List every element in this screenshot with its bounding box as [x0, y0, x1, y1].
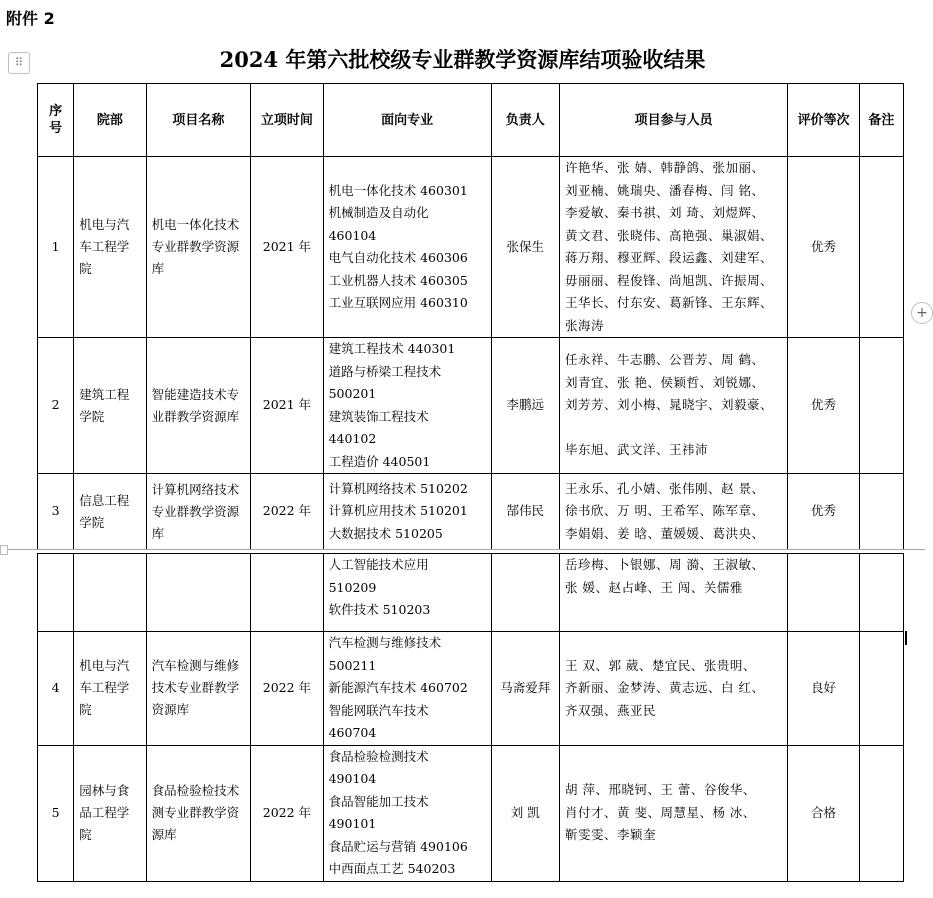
row-majors [323, 157, 491, 338]
header-staff: 项目参与人员 [559, 84, 787, 157]
page-break-marker [0, 545, 8, 555]
text-cursor [905, 631, 907, 645]
major-item: 道路与桥梁工程技术 [328, 363, 442, 379]
major-item: 人工智能技术应用 [328, 557, 429, 572]
staff-line: 齐新丽、金梦涛、黄志远、白 红、 [564, 680, 765, 695]
row-grade: 优秀 [788, 338, 859, 474]
staff-line: 王永乐、孔小婧、张伟刚、赵 景、 [564, 480, 765, 496]
staff-line: 黄文君、张晓伟、高艳强、巢淑娟、 [564, 227, 773, 243]
row-college: 机电与汽车工程学院 [74, 632, 146, 746]
row-leader: 张保生 [491, 157, 559, 338]
major-item: 440102 [328, 431, 377, 446]
staff-line: 齐双强、燕亚民 [564, 702, 656, 718]
row-grade: 优秀 [788, 157, 859, 338]
row-project: 机电一体化技术专业群教学资源库 [146, 157, 251, 338]
row-year [251, 554, 323, 632]
staff-line: 李娟娟、姜 晗、董媛媛、葛洪央、 [564, 525, 765, 541]
table-row [38, 474, 904, 550]
header-leader: 负责人 [491, 84, 559, 157]
row-staff [559, 474, 787, 550]
major-item: 490101 [328, 816, 377, 831]
staff-line: 张 媛、赵占峰、王 闯、关儒雅 [564, 579, 743, 595]
add-column-button[interactable]: + [911, 302, 933, 324]
row-note [859, 745, 903, 881]
header-note: 备注 [859, 84, 903, 157]
major-item: 汽车检测与维修技术 [328, 635, 442, 650]
row-college [74, 554, 146, 632]
header-college: 院部 [74, 84, 146, 157]
major-item: 食品检验检测技术 [328, 748, 429, 764]
table-row [38, 632, 904, 746]
major-item: 工业机器人技术 460305 [328, 272, 468, 288]
header-row [38, 84, 904, 157]
row-leader [491, 554, 559, 632]
staff-line: 刘亚楠、姚瑞央、潘春梅、闫 铭、 [564, 182, 765, 198]
row-staff [559, 157, 787, 338]
staff-line: 刘芳芳、刘小梅、晁晓宇、刘毅豪、 [564, 397, 773, 413]
attachment-label: 附件 2 [6, 9, 55, 28]
major-item: 建筑工程技术 440301 [328, 341, 456, 356]
row-grade [788, 554, 859, 632]
major-item: 食品贮运与营销 490106 [328, 838, 468, 854]
results-table-page2 [37, 553, 904, 882]
major-item: 工程造价 440501 [328, 453, 431, 469]
header-majors: 面向专业 [323, 84, 491, 157]
row-grade: 合格 [788, 745, 859, 881]
staff-line: 王华长、付东安、葛新锋、王东辉、 [564, 295, 773, 310]
staff-line: 岳珍梅、卜银娜、周 漪、王淑敏、 [564, 557, 765, 572]
row-college: 信息工程学院 [74, 474, 146, 550]
row-index: 5 [38, 745, 74, 881]
results-table-page1 [37, 83, 904, 550]
staff-line: 蒋万翔、穆亚辉、段运鑫、刘建军、 [564, 250, 773, 265]
major-item: 机电一体化技术 460301 [328, 182, 468, 198]
major-item: 新能源汽车技术 460702 [328, 680, 468, 695]
row-majors [323, 632, 491, 746]
staff-line: 许艳华、张 婧、韩静鸽、张加丽、 [564, 160, 765, 175]
row-project: 计算机网络技术专业群教学资源库 [146, 474, 251, 550]
page-break-line [0, 549, 925, 550]
major-item: 500201 [328, 386, 377, 401]
row-leader: 郜伟民 [491, 474, 559, 550]
major-item: 中西面点工艺 540203 [328, 861, 456, 876]
row-index: 3 [38, 474, 74, 550]
staff-line: 毋丽丽、程俊锋、尚旭凯、许振周、 [564, 272, 773, 288]
row-leader: 刘 凯 [491, 745, 559, 881]
major-item: 工业互联网应用 460310 [328, 295, 468, 310]
row-note [859, 632, 903, 746]
row-year: 2022 年 [251, 745, 323, 881]
staff-line [565, 417, 782, 440]
row-project: 汽车检测与维修技术专业群教学资源库 [146, 632, 251, 746]
row-note [859, 554, 903, 632]
row-college: 园林与食品工程学院 [74, 745, 146, 881]
major-item: 500211 [328, 657, 377, 673]
staff-line: 徐书欣、万 明、王希军、陈军章、 [564, 503, 765, 519]
row-note [859, 157, 903, 338]
staff-line: 靳雯雯、李颖奎 [564, 827, 656, 843]
major-item: 机械制造及自动化 [328, 205, 429, 220]
staff-line: 王 双、郭 葳、楚宜民、张贵明、 [564, 657, 756, 673]
staff-line: 李爱敏、秦书祺、刘 琦、刘煜辉、 [564, 205, 765, 220]
row-staff [559, 338, 787, 474]
row-year: 2022 年 [251, 474, 323, 550]
row-project: 食品检验检技术测专业群教学资源库 [146, 745, 251, 881]
major-item: 460104 [328, 227, 377, 243]
major-item: 食品智能加工技术 [328, 793, 429, 809]
page-title: 2024 年第六批校级专业群教学资源库结项验收结果 [219, 47, 706, 72]
header-project: 项目名称 [146, 84, 251, 157]
major-item: 490104 [328, 771, 377, 786]
row-staff [559, 745, 787, 881]
major-item: 计算机网络技术 510202 [328, 480, 468, 496]
staff-line: 刘青宜、张 艳、侯颖哲、刘锐娜、 [564, 374, 765, 390]
row-project [146, 554, 251, 632]
row-majors [323, 338, 491, 474]
major-item: 建筑装饰工程技术 [328, 408, 429, 424]
row-project: 智能建造技术专业群教学资源库 [146, 338, 251, 474]
row-index: 1 [38, 157, 74, 338]
row-year: 2021 年 [251, 338, 323, 474]
table-row [38, 157, 904, 338]
major-item: 510209 [328, 579, 377, 595]
staff-line: 毕东旭、武文洋、王祎沛 [564, 442, 708, 458]
row-index [38, 554, 74, 632]
staff-line: 任永祥、牛志鹏、公晋芳、周 鹤、 [564, 352, 765, 368]
row-staff [559, 632, 787, 746]
major-item: 智能网联汽车技术 [328, 702, 429, 718]
row-index: 2 [38, 338, 74, 474]
staff-line: 肖付才、黄 斐、周慧星、杨 冰、 [564, 804, 756, 820]
row-year: 2021 年 [251, 157, 323, 338]
row-leader: 李鹏远 [491, 338, 559, 474]
row-grade: 优秀 [788, 474, 859, 550]
row-leader: 马斋爱拜 [491, 632, 559, 746]
major-item: 大数据技术 510205 [328, 525, 443, 541]
major-item: 460704 [328, 725, 377, 740]
table-row [38, 338, 904, 474]
row-staff [559, 554, 787, 632]
row-college: 机电与汽车工程学院 [74, 157, 146, 338]
header-grade: 评价等次 [788, 84, 859, 157]
row-majors [323, 745, 491, 881]
row-grade: 良好 [788, 632, 859, 746]
row-note [859, 474, 903, 550]
header-year: 立项时间 [251, 84, 323, 157]
row-index: 4 [38, 632, 74, 746]
major-item: 计算机应用技术 510201 [328, 503, 468, 519]
major-item: 软件技术 510203 [328, 602, 431, 617]
table-row-continued [38, 554, 904, 632]
major-item: 电气自动化技术 460306 [328, 250, 468, 265]
row-majors [323, 474, 491, 550]
row-year: 2022 年 [251, 632, 323, 746]
row-note [859, 338, 903, 474]
staff-line: 胡 萍、邢晓钶、王 蕾、谷俊华、 [564, 782, 756, 798]
row-majors [323, 554, 491, 632]
table-move-handle[interactable]: ⠿ [8, 52, 30, 74]
row-college: 建筑工程学院 [74, 338, 146, 474]
table-row [38, 745, 904, 881]
staff-line: 张海涛 [564, 317, 604, 333]
header-index: 序号 [38, 84, 74, 157]
